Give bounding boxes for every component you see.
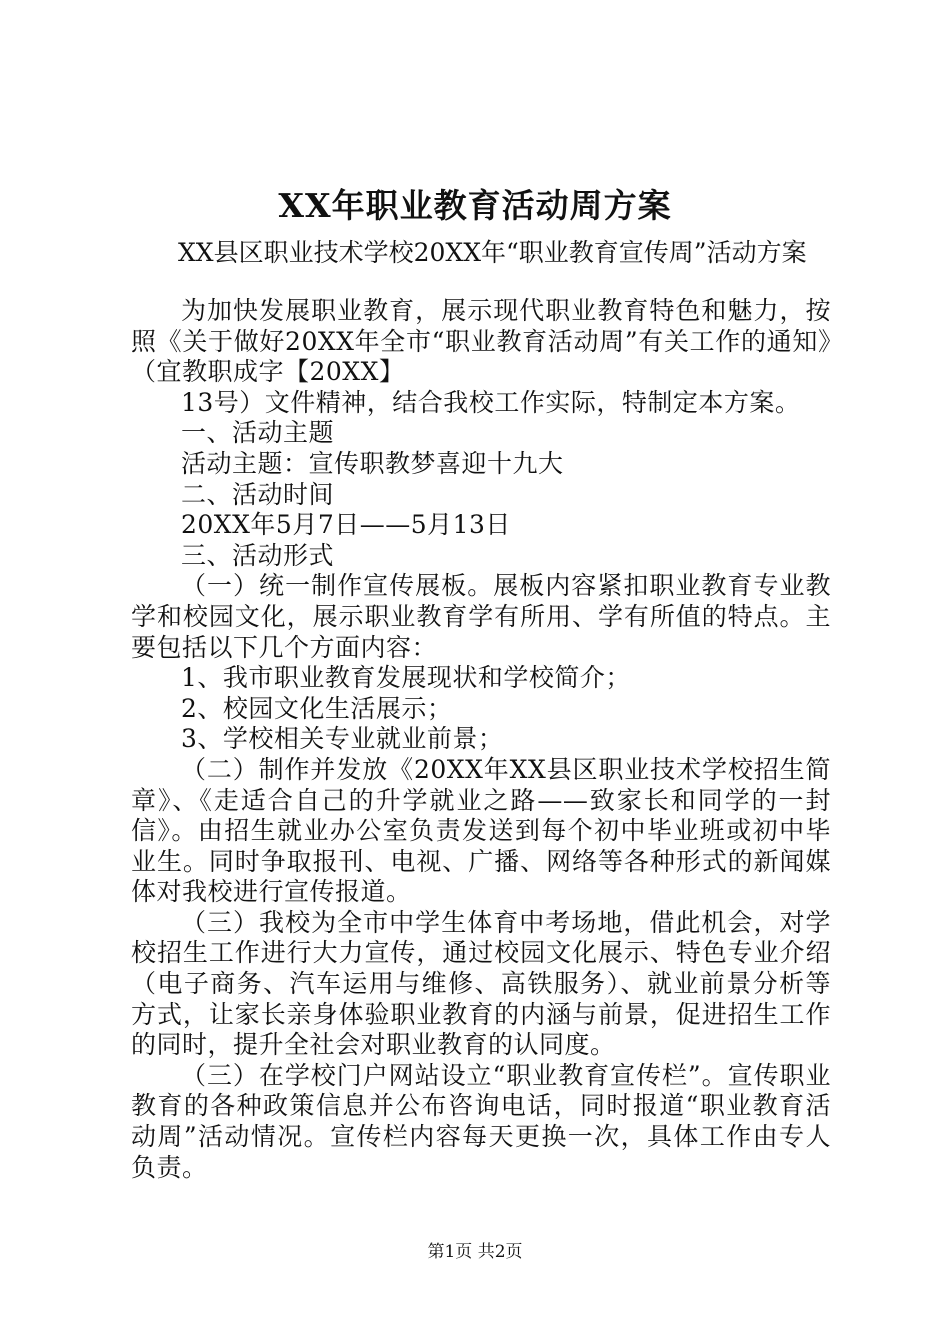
section-heading-time: 二、活动时间: [181, 479, 335, 509]
page-footer: 第1页 共2页: [427, 1242, 523, 1262]
paragraph-format-1: （一）统一制作宣传展板。展板内容紧扣职业教育专业教学和校园文化，展示职业教育学有所用、学有所值的特点。主要包括以下几个方面内容：: [131, 571, 831, 662]
section-heading-format: 三、活动形式: [181, 540, 335, 570]
document-subtitle: XX县区职业技术学校20XX年“职业教育宣传周”活动方案: [178, 238, 807, 267]
document-title: XX年职业教育活动周方案: [278, 186, 672, 225]
paragraph-format-2: （二）制作并发放《20XX年XX县区职业技术学校招生简章》、《走适合自己的升学就业之路——致家长和同学的一封信》。由招生就业办公室负责发送到每个初中毕业班或初中毕业生。同时争取报刊、电视、广播、网络等各种形式的新闻媒体对我校进行宣传报道。: [131, 754, 831, 907]
paragraph-intro-continued: 13号）文件精神，结合我校工作实际，特制定本方案。: [181, 387, 801, 417]
document-body: [131, 296, 831, 1183]
list-item-3: 3、学校相关专业就业前景；: [181, 724, 504, 754]
section-heading-theme: 一、活动主题: [181, 418, 335, 448]
paragraph-format-3: （三）我校为全市中学生体育中考场地，借此机会，对学校招生工作进行大力宣传，通过校园文化展示、特色专业介绍（电子商务、汽车运用与维修、高铁服务）、就业前景分析等方式，让家长亲身体验职业教育的内涵与前景，促进招生工作的同时，提升全社会对职业教育的认同度。: [131, 907, 831, 1060]
paragraph-format-4: （三）在学校门户网站设立“职业教育宣传栏”。宣传职业教育的各种政策信息并公布咨询电话，同时报道“职业教育活动周”活动情况。宣传栏内容每天更换一次，具体工作由专人负责。: [131, 1060, 831, 1182]
paragraph-intro: 为加快发展职业教育，展示现代职业教育特色和魅力，按照《关于做好20XX年全市“职业教育活动周”有关工作的通知》（宜教职成字【20XX】: [131, 296, 831, 387]
list-item-2: 2、校园文化生活展示；: [181, 693, 453, 723]
list-item-1: 1、我市职业教育发展现状和学校简介；: [181, 663, 631, 693]
paragraph-time: 20XX年5月7日——5月13日: [181, 510, 511, 540]
paragraph-theme: 活动主题：宣传职教梦喜迎十九大: [181, 448, 564, 478]
